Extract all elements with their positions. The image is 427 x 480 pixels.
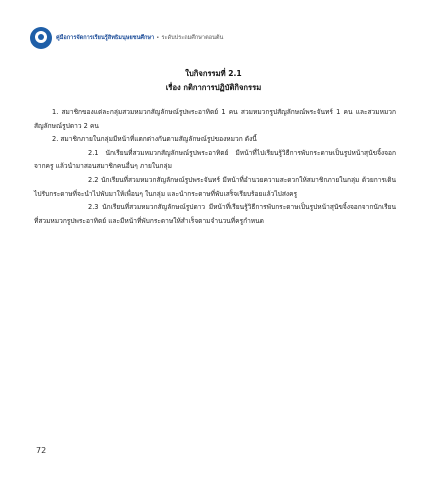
header-text xyxy=(56,34,223,42)
rules-body xyxy=(34,106,396,228)
education-level: ระดับประถมศึกษาตอนต้น xyxy=(161,35,224,41)
activity-sheet-number: ใบกิจกรรมที่ 2.1 xyxy=(185,69,242,78)
rule-2-1: 2.1 นักเรียนที่สวมหมวกสัญลักษณ์รูปพระอาทิตย์ มีหน้าที่ไปเรียนรู้วิธีการพับกระดาษเป็นรูปหน้าสุนัขจิ้งจอกจากครู แล้วนำมาสอนสมาชิกคนอื่นๆ ภายในกลุ่ม xyxy=(34,148,396,171)
rule-1: 1. สมาชิกของแต่ละกลุ่มสวมหมวกสัญลักษณ์รูปพระอาทิตย์ 1 คน สวมหมวกรูปสัญลักษณ์พระจันทร์ 1 คน และสวมหมวกสัญลักษณ์รูปดาว 2 คน xyxy=(34,108,396,130)
page-number: 72 xyxy=(36,446,47,455)
activity-sheet-subject: เรื่อง กติกาการปฏิบัติกิจกรรม xyxy=(165,83,262,92)
rule-2-3: 2.3 นักเรียนที่สวมหมวกสัญลักษณ์รูปดาว มีหน้าที่เรียนรู้วิธีการพับกระดาษเป็นรูปหน้าสุนัขจิ้งจอกจากนักเรียนที่สวมหมวกรูปพระอาทิตย์ และมีหน้าที่พับกระดาษให้สำเร็จตามจำนวนที่ครูกำหนด xyxy=(34,203,396,225)
page-header xyxy=(30,27,223,49)
header-separator: • xyxy=(156,35,160,41)
rule-2: 2. สมาชิกภายในกลุ่มมีหน้าที่แตกต่างกันตามสัญลักษณ์รูปของหมวก ดังนี้ xyxy=(52,135,257,144)
handbook-title: คู่มือการจัดการเรียนรู้สิทธิมนุษยชนศึกษา xyxy=(56,35,155,41)
rule-2-2: 2.2 นักเรียนที่สวมหมวกสัญลักษณ์รูปพระจันทร์ มีหน้าที่อำนวยความสะดวกให้สมาชิกภายในกลุ่ม ด้วยการเดินไปรับกระดาษที่จะนำไปพับมาให้เพื่อนๆ ในกลุ่ม และนำกระดาษที่พับเสร็จเรียบร้อยแล้วไปส่งครู xyxy=(34,175,396,198)
school-emblem-icon xyxy=(30,27,52,49)
